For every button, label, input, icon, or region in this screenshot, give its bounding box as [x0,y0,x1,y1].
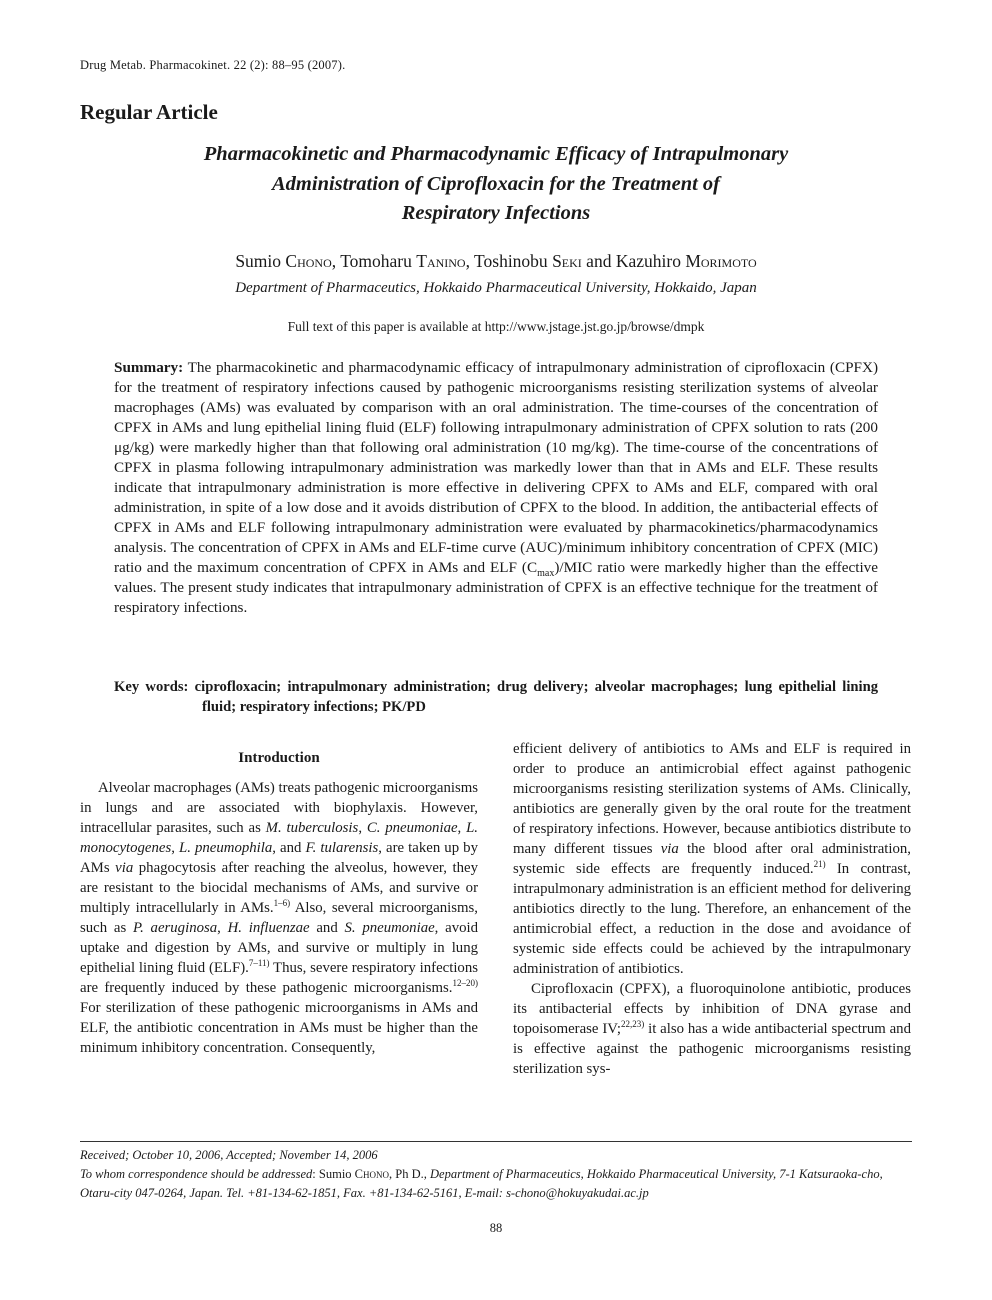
species-name: M. tuberculosis [265,820,359,836]
citation-ref: 22,23) [620,1019,645,1030]
author-separator: , [331,251,341,271]
author-separator: , [465,251,475,271]
species-name: L. monocytogenes [80,820,478,856]
summary-label: Summary: [114,359,184,376]
body-paragraph: Alveolar macrophages (AMs) treats pathogenic microorganisms in lungs and are associated with biophylaxis. However, intracellular parasites, such as M. tuberculosis, C. pneumoniae, L. monocytogenes, L. pneumophila, and F. tularensis, are taken up by AMs via phagocytosis after reaching the alveolus, however, they are resistant to the biocidal mechanisms of AMs, and survive or multiply intracellularly in AMs.$^{1-6)}$ Also, several microorganisms, such as P. aeruginosa, H. influenzae and S. pneumoniae, avoid uptake and digestion by AMs, and survive or multiply in lung epithelial lining fluid (ELF).$^{7-11)}$ Thus, severe respiratory infections are frequently induced by these pathogenic microorganisms.$^{12-20)}$ For sterilization of these pathogenic microorganisms in AMs and ELF, the antibiotic concentration in AMs must be higher than the minimum inhibitory concentration. Consequently, [80,780,479,1056]
author-given-name: Kazuhiro [615,251,681,271]
left-column [80,748,478,1058]
author-given-name: Toshinobu [474,251,548,271]
right-column [513,739,911,1079]
affiliation: Department of Pharmaceutics, Hokkaido Pharmaceutical University, Hokkaido, Japan [235,280,757,296]
received-dates: Received; October 10, 2006, Accepted; November 14, 2006 [80,1148,378,1162]
author-list [80,251,912,272]
species-name: P. aeruginosa [132,920,218,936]
species-name: F. tularensis [305,840,379,856]
body-paragraph: efficient delivery of antibiotics to AMs and ELF is required in order to produce an antimicrobial effect against pathogenic microorganisms resisting sterilization systems of AMs. Clinically, antibiotics are generally given by the oral route for the treatment of respiratory infections. However, because antibiotics distribute to many different tissues via the blood after oral administration, systemic side effects are frequently induced.$^{21)}$ In contrast, intrapulmonary administration is an efficient method for delivering antibiotics directly to the lung. Therefore, an enhancement of the antimicrobial effect, a reduction in the dose and avoidance of systemic side effects could be achieved by the intrapulmonary administration of antibiotics. [513,741,911,977]
citation-ref: 1–6) [273,898,291,909]
cmax-subscript: max [537,568,555,580]
footnotes [80,1146,912,1203]
author-family-name: Morimoto [685,251,757,271]
journal-citation: Drug Metab. Pharmacokinet. 22 (2): 88–95 (2007). [80,58,346,72]
author-given-name: Tomoharu [340,251,412,271]
author-separator: and [581,251,616,271]
title-line: Administration of Ciprofloxacin for the Treatment of [272,172,720,195]
title-line: Respiratory Infections [401,202,591,224]
title-line: Pharmacokinetic and Pharmacodynamic Efficacy of Intrapulmonary [203,143,789,165]
citation-ref: 12–20) [452,978,478,989]
citation-ref: 21) [813,859,826,870]
keywords [114,677,878,717]
summary-paragraph [114,358,878,618]
author-given-name: Sumio [235,251,282,271]
species-name: H. influenzae [227,920,310,936]
species-name: S. pneumoniae [344,920,435,936]
summary-text: )/MIC ratio were markedly higher than the effective values. The present study indicates that intrapulmonary administration of CPFX is an effective technique for the treatment of respiratory infections. [114,559,878,616]
species-name: L. pneumophila [179,840,273,856]
correspondence-note: To whom correspondence should be addressed: Sumio Chono, Ph D., Department of Pharmaceutics, Hokkaido Pharmaceutical University, 7-1 Katsuraoka-cho, Otaru-city 047-0264, Japan. Tel. +81-134-62-1851, Fax. +81-134-62-5161, E-mail: s-chono@hokuyakudai.ac.jp [80,1167,883,1200]
author-family-name: Chono [285,251,332,271]
article-type: Regular Article [80,100,218,124]
keywords-text: ciprofloxacin; intrapulmonary administration; drug delivery; alveolar macrophages; lung epithelial lining fluid; respiratory infections; PK/PD [188,679,878,715]
fulltext-availability-note: Full text of this paper is available at http://www.jstage.jst.go.jp/browse/dmpk [287,319,705,334]
citation-ref: 7–11) [248,958,270,969]
article-title [80,140,912,229]
page-number: 88 [489,1221,503,1235]
summary-text: The pharmacokinetic and pharmacodynamic efficacy of intrapulmonary administration of ciprofloxacin (CPFX) for the treatment of respiratory infections caused by pathogenic microorganisms resisting sterilization systems of alveolar macrophages (AMs) was evaluated by comparison with an oral administration. The time-courses of the concentration of CPFX in AMs and lung epithelial lining fluid (ELF) following intrapulmonary administration of CPFX solution to rats (200 μg/kg) were markedly higher than that following oral administration (10 mg/kg). The time-course of the concentrations of CPFX in plasma following intrapulmonary administration was markedly lower than that in AMs and ELF. These results indicate that intrapulmonary administration is more effective in delivering CPFX to AMs and ELF, compared with oral administration, in spite of a low dose and it avoids distribution of CPFX to the blood. In addition, the antibacterial effects of CPFX in AMs and ELF following intrapulmonary administration were evaluated by pharmacokinetics/pharmacodynamics analysis. The concentration of CPFX in AMs and ELF-time curve (AUC)/minimum inhibitory concentration of CPFX (MIC) ratio and the maximum concentration of CPFX in AMs and ELF (C [114,359,878,576]
keywords-label: Key words: [114,679,189,695]
section-heading-introduction: Introduction [238,750,320,766]
author-family-name: Tanino [416,251,466,271]
species-name: C. pneumoniae [366,820,458,836]
body-paragraph: Ciprofloxacin (CPFX), a fluoroquinolone antibiotic, produces its antibacterial effects by inhibition of DNA gyrase and topoisomerase IV;$^{22,23)}$ it also has a wide antibacterial spectrum and is effective against the pathogenic microorganisms resisting sterilization sys- [513,981,911,1077]
footnote-divider [80,1141,912,1142]
author-family-name: Seki [552,251,582,271]
